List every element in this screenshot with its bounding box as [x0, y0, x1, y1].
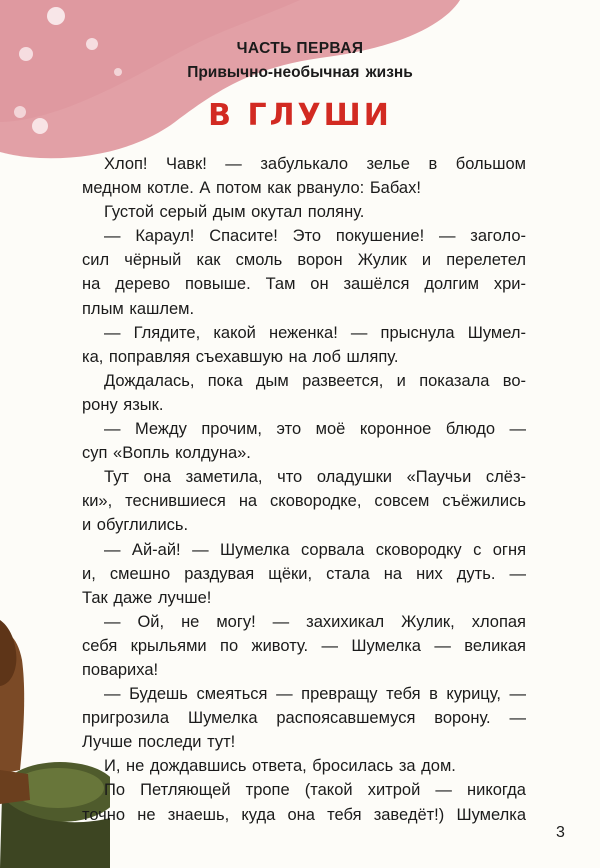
part-heading: ЧАСТЬ ПЕРВАЯ — [236, 40, 364, 57]
text-line: пригрозила Шумелка распоясавшемуся ворону. — — [82, 709, 526, 728]
text-line: — Ай-ай! — Шумелка сорвала сковородку с огня — [104, 540, 526, 559]
text-line: на дерево повыше. Там он зашёлся долгим хри- — [82, 275, 526, 294]
text-line: — Караул! Спасите! Это покушение! — заголо- — [104, 227, 526, 246]
text-line: И, не дождавшись ответа, бросилась за дом. — [104, 757, 456, 776]
text-line: плым кашлем. — [82, 299, 195, 318]
text-line: суп «Вопль колдуна». — [82, 444, 251, 463]
text-line: сил чёрный как смоль ворон Жулик и перелетел — [82, 251, 526, 270]
text-line: Лучше последи тут! — [82, 733, 236, 752]
text-line: медном котле. А потом как рвануло: Бабах! — [82, 179, 421, 198]
text-line: Так даже лучше! — [82, 588, 212, 607]
text-line: — Будешь смеяться — превращу тебя в курицу, — — [104, 685, 526, 704]
text-line: повариха! — [82, 660, 159, 679]
text-line: Дождалась, пока дым развеется, и показала во- — [104, 371, 526, 390]
text-line: и обуглились. — [82, 516, 189, 535]
text-line: — Ой, не могу! — захихикал Жулик, хлопая — [104, 612, 526, 631]
text-line: ки», теснившиеся на сковородке, совсем съёжились — [82, 492, 526, 511]
text-line: точно не знаешь, куда она тебя заведёт!) Шумелка — [82, 805, 526, 824]
text-line: рону язык. — [82, 395, 164, 414]
text-line: Густой серый дым окутал поляну. — [104, 203, 365, 222]
text-line: ка, поправляя съехавшую на лоб шляпу. — [82, 347, 399, 366]
text-line: — Глядите, какой неженка! — прыснула Шумел- — [104, 323, 526, 342]
chapter-title: В ГЛУШИ — [208, 98, 392, 133]
body-text — [82, 152, 526, 827]
page-number: 3 — [556, 824, 565, 841]
text-line: и, смешно раздувая щёки, стала на них дуть. — — [82, 564, 526, 583]
text-line: себя крыльями по животу. — Шумелка — великая — [82, 636, 526, 655]
text-line: — Между прочим, это моё коронное блюдо — — [104, 420, 526, 439]
text-line: Тут она заметила, что оладушки «Паучьи слёз- — [104, 468, 526, 487]
text-line: Хлоп! Чавк! — забулькало зелье в большом — [104, 155, 526, 173]
part-subtitle: Привычно-необычная жизнь — [187, 64, 413, 81]
text-line: По Петляющей тропе (такой хитрой — никогда — [104, 781, 526, 800]
